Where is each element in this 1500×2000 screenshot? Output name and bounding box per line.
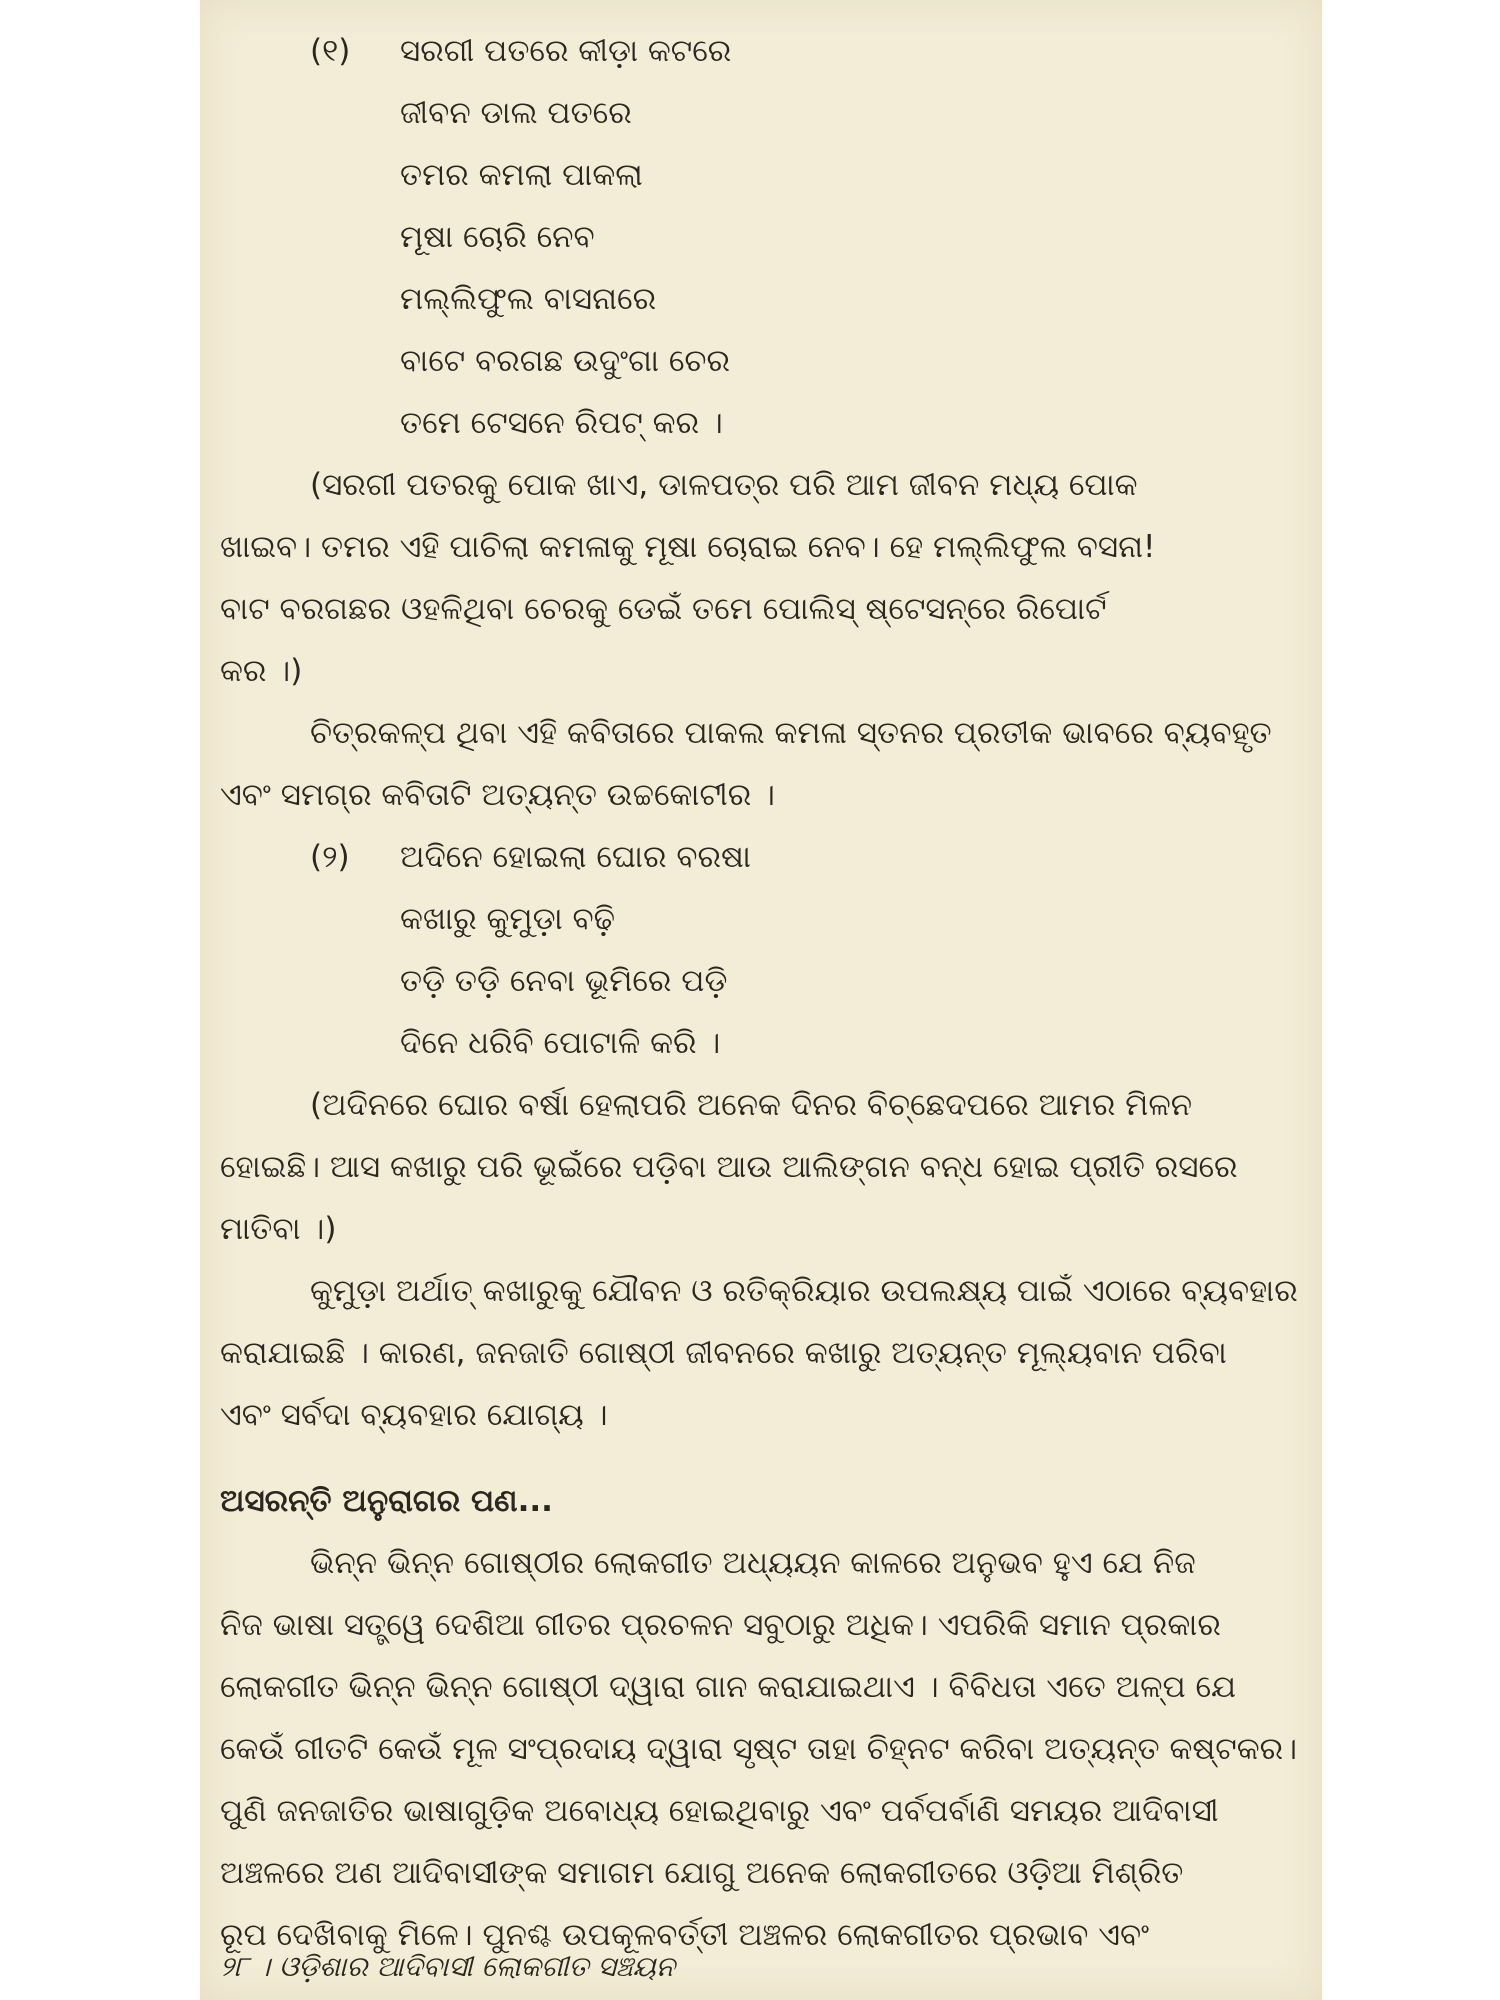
comment-1-line: ଚିତ୍ରକଳ୍ପ ଥିବା ଏହି କବିତାରେ ପାକଲ କମଳା ସ୍ତନର ପ୍ରତୀକ ଭାବରେ ବ୍ୟବହୃତ	[310, 715, 1272, 751]
comment-2-line: ଏବଂ ସର୍ବଦା ବ୍ୟବହାର ଯୋଗ୍ୟ ।	[220, 1397, 608, 1433]
book-page	[200, 0, 1322, 2000]
page-body	[220, 20, 1300, 1966]
verse-2-line-3: ତଡ଼ି ତଡ଼ି ନେବା ଭୂମିରେ ପଡ଼ି	[400, 963, 728, 999]
section-line: ରୂପ ଦେଖିବାକୁ ମିଳେ। ପୁନଶ୍ଚ ଉପକୂଳବର୍ତ୍ତୀ ଅଞ୍ଚଳର ଲୋକଗୀତର ପ୍ରଭାବ ଏବଂ	[220, 1917, 1150, 1953]
comment-2-line: କୁମୁଡ଼ା ଅର୍ଥାତ୍ କଖାରୁକୁ ଯୌବନ ଓ ରତିକ୍ରିୟାର ଉପଲକ୍ଷ୍ୟ ପାଇଁ ଏଠାରେ ବ୍ୟବହାର	[310, 1273, 1298, 1309]
gloss-2-line: (ଅଦିନରେ ଘୋର ବର୍ଷା ହେଲାପରି ଅନେକ ଦିନର ବିଚ୍ଛେଦପରେ ଆମର ମିଳନ	[310, 1087, 1193, 1123]
verse-1-line-4: ମୂଷା ଚୋରି ନେବ	[400, 219, 595, 255]
gloss-2	[220, 1074, 1300, 1260]
section-line: ପୁଣି ଜନଜାତିର ଭାଷାଗୁଡ଼ିକ ଅବୋଧ୍ୟ ହୋଇଥିବାରୁ ଏବଂ ପର୍ବପର୍ବାଣି ସମୟର ଆଦିବାସୀ	[220, 1793, 1219, 1829]
verse-1-label: (୧)	[310, 33, 351, 69]
comment-1-line: ଏବଂ ସମଗ୍ର କବିତାଟି ଅତ୍ୟନ୍ତ ଉଚ୍ଚକୋଟୀର ।	[220, 777, 776, 813]
verse-1-line-5: ମଲ୍ଲିଫୁଲ ବାସନାରେ	[400, 281, 657, 317]
gloss-2-line: ମାତିବା ।)	[220, 1211, 337, 1247]
section-line: ଅଞ୍ଚଳରେ ଅଣ ଆଦିବାସୀଙ୍କ ସମାଗମ ଯୋଗୁ ଅନେକ ଲୋକଗୀତରେ ଓଡ଼ିଆ ମିଶ୍ରିତ	[220, 1855, 1184, 1891]
section-paragraph	[220, 1532, 1300, 1966]
comment-1	[220, 702, 1300, 826]
gloss-1-line: ଖାଇବ। ତମର ଏହି ପାଚିଲା କମଳାକୁ ମୂଷା ଚୋରାଇ ନେବ। ହେ ମଲ୍ଲିଫୁଲ ବସନା!	[220, 529, 1156, 565]
section-line: ଭିନ୍ନ ଭିନ୍ନ ଗୋଷ୍ଠୀର ଲୋକଗୀତ ଅଧ୍ୟୟନ କାଳରେ ଅନୁଭବ ହୁଏ ଯେ ନିଜ	[310, 1545, 1196, 1581]
comment-2	[220, 1260, 1300, 1446]
gloss-2-line: ହୋଇଛି। ଆସ କଖାରୁ ପରି ଭୂଇଁରେ ପଡ଼ିବା ଆଉ ଆଲିଙ୍ଗନ ବନ୍ଧ ହୋଇ ପ୍ରୀତି ରସରେ	[220, 1149, 1238, 1185]
comment-2-line: କରାଯାଇଛି । କାରଣ, ଜନଜାତି ଗୋଷ୍ଠୀ ଜୀବନରେ କଖାରୁ ଅତ୍ୟନ୍ତ ମୂଲ୍ୟବାନ ପରିବା	[220, 1335, 1227, 1371]
verse-1-line-6: ବାଟେ ବରଗଛ ଉଦୁଂଗା ଚେର	[400, 343, 730, 379]
verse-1-line-2: ଜୀବନ ଡାଲ ପତରେ	[400, 95, 632, 131]
verse-1-line-7: ତମେ ଟେସନେ ରିପଟ୍ କର ।	[400, 405, 723, 441]
section-line: ଲୋକଗୀତ ଭିନ୍ନ ଭିନ୍ନ ଗୋଷ୍ଠୀ ଦ୍ୱାରା ଗାନ କରାଯାଇଥାଏ । ବିବିଧତା ଏତେ ଅଳ୍ପ ଯେ	[220, 1669, 1237, 1705]
verse-2-label: (୨)	[310, 839, 350, 875]
gloss-1-line: କର ।)	[220, 653, 303, 689]
section-line: ନିଜ ଭାଷା ସତ୍ତ୍ୱେ ଦେଶିଆ ଗୀତର ପ୍ରଚଳନ ସବୁଠାରୁ ଅଧିକ। ଏପରିକି ସମାନ ପ୍ରକାର	[220, 1607, 1221, 1643]
page-footer: ୨୮ । ଓଡ଼ିଶାର ଆଦିବାସୀ ଲୋକଗୀତ ସଞ୍ଚୟନ	[220, 1950, 676, 1983]
verse-1-line-1: (୧) ସରଗୀ ପତରେ କୀଡ଼ା କଟରେ	[220, 20, 1300, 82]
verse-1-line-3: ତମର କମଲା ପାକଲା	[400, 157, 643, 193]
gloss-1	[220, 454, 1300, 702]
gloss-1-line: (ସରଗୀ ପତରକୁ ପୋକ ଖାଏ, ଡାଳପତ୍ର ପରି ଆମ ଜୀବନ ମଧ୍ୟ ପୋକ	[310, 467, 1138, 503]
gloss-1-line: ବାଟ ବରଗଛର ଓହଳିଥିବା ଚେରକୁ ଡେଇଁ ତମେ ପୋଲିସ୍ ଷ୍ଟେସନ୍‌ରେ ରିପୋର୍ଟ	[220, 591, 1107, 627]
section-heading: ଅସରନ୍ତି ଅନୁରାଗର ପଣ...	[220, 1483, 553, 1519]
verse-2-line-1: (୨) ଅଦିନେ ହୋଇଲା ଘୋର ବରଷା	[220, 826, 1300, 888]
verse-2-line-2: କଖାରୁ କୁମୁଡ଼ା ବଢ଼ି	[400, 901, 616, 937]
section-line: କେଉଁ ଗୀତଟି କେଉଁ ମୂଳ ସଂପ୍ରଦାୟ ଦ୍ୱାରା ସୃଷ୍ଟ ତାହା ଚିହ୍ନଟ କରିବା ଅତ୍ୟନ୍ତ କଷ୍ଟକର।	[220, 1731, 1298, 1767]
verse-2-line-4: ଦିନେ ଧରିବି ପୋଟାଳି କରି ।	[400, 1025, 721, 1061]
